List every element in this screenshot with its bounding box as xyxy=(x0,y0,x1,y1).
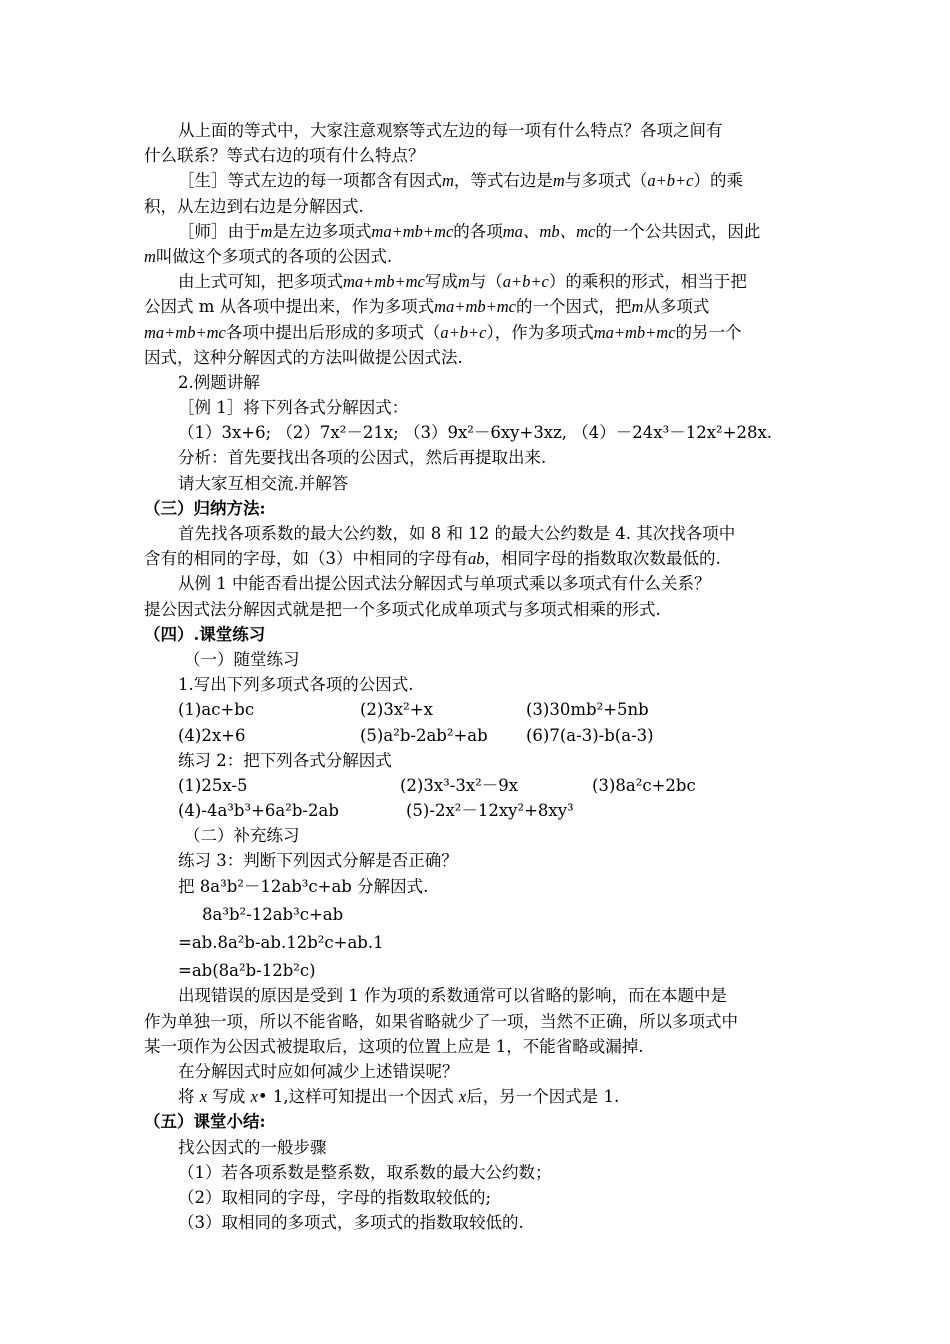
practice-q3-step-2: =ab.8a²b-ab.12b²c+ab.1 xyxy=(178,933,384,952)
paragraph-student-1: ［生］等式左边的每一项都含有因式m，等式右边是m与多项式（a+b+c）的乘 xyxy=(178,171,743,191)
section-5-heading: （五）课堂小结: xyxy=(144,1112,266,1132)
practice-q3-step-3: =ab(8a²b-12b²c) xyxy=(178,961,316,981)
error-explanation-1: 出现错误的原因是受到 1 作为项的系数通常可以省略的影响，而在本题中是 xyxy=(178,986,727,1006)
list-item: (5)-2x²－12xy²+8xy³ xyxy=(406,801,574,821)
practice-q1-row-1 xyxy=(144,697,810,722)
paragraph-observe-2: 什么联系？等式右边的项有什么特点？ xyxy=(144,146,425,166)
example-1-title: ［例 1］将下列各式分解因式： xyxy=(178,398,409,418)
section-example-heading: 2.例题讲解 xyxy=(178,372,260,392)
summary-lead: 找公因式的一般步骤 xyxy=(178,1137,327,1157)
document-page xyxy=(144,118,810,1235)
error-explanation-3: 某一项作为公因式被提取后，这项的位置上应是 1，不能省略或漏掉. xyxy=(144,1036,644,1056)
practice-q3-task: 把 8a³b²－12ab³c+ab 分解因式. xyxy=(178,876,429,896)
example-1-items: （1）3x+6; （2）7x²－21x; （3）9x²－6xy+3xz, （4）－24x³－12x²+28x. xyxy=(178,423,772,443)
list-item: (4)-4a³b³+6a²b-2ab xyxy=(178,801,339,821)
summary-step-3: （3）取相同的多项式，多项式的指数取较低的. xyxy=(178,1213,524,1233)
error-explanation-2: 作为单独一项，所以不能省略，如果省略就少了一项，当然不正确，所以多项式中 xyxy=(144,1011,738,1031)
list-item: (3)8a²c+2bc xyxy=(592,775,696,795)
method-line-4: 提公因式法分解因式就是把一个多项式化成单项式与多项式相乘的形式. xyxy=(144,599,661,619)
list-item: (2)3x²+x xyxy=(360,700,433,720)
list-item: (4)2x+6 xyxy=(178,725,246,745)
list-item: (5)a²b-2ab²+ab xyxy=(360,725,488,745)
paragraph-teacher-1: ［师］由于m是左边多项式ma+mb+mc的各项ma、mb、mc的一个公共因式，因此 xyxy=(178,221,761,241)
list-item: (2)3x³-3x²－9x xyxy=(400,775,519,795)
practice-q3: 练习 3：判断下列因式分解是否正确？ xyxy=(178,851,458,871)
practice-q2-row-1 xyxy=(144,773,810,798)
error-question: 在分解因式时应如何减少上述错误呢？ xyxy=(178,1061,459,1081)
example-discuss: 请大家互相交流.并解答 xyxy=(178,473,349,493)
section-3-heading: （三）归纳方法: xyxy=(144,498,266,518)
section-4-heading: （四）.课堂练习 xyxy=(144,624,266,644)
practice-q3-step-1: 8a³b²-12ab³c+ab xyxy=(202,904,344,924)
practice-q1-row-2 xyxy=(144,723,810,748)
paragraph-summary-3: ma+mb+mc各项中提出后形成的多项式（a+b+c），作为多项式ma+mb+mc的另一个 xyxy=(144,322,742,342)
practice-sub-2: （二）补充练习 xyxy=(184,826,300,846)
paragraph-teacher-2: m叫做这个多项式的各项的公因式. xyxy=(144,246,393,266)
example-analysis: 分析：首先要找出各项的公因式，然后再提取出来. xyxy=(178,448,547,468)
paragraph-summary-2: 公因式 m 从各项中提出来，作为多项式ma+mb+mc的一个因式，把m从多项式 xyxy=(144,297,710,317)
method-line-3: 从例 1 中能否看出提公因式法分解因式与单项式乘以多项式有什么关系？ xyxy=(178,574,711,594)
paragraph-student-2: 积，从左边到右边是分解因式. xyxy=(144,196,364,216)
practice-q1: 1.写出下列多项式各项的公因式. xyxy=(178,675,414,695)
summary-step-1: （1）若各项系数是整系数，取系数的最大公约数； xyxy=(178,1162,552,1182)
list-item: (1)ac+bc xyxy=(178,700,255,720)
practice-q2-row-2 xyxy=(144,798,810,823)
method-line-2: 含有的相同的字母，如（3）中相同的字母有ab，相同字母的指数取次数最低的. xyxy=(144,549,721,569)
list-item: (1)25x-5 xyxy=(178,775,248,795)
error-answer: 将 x 写成 x• 1,这样可知提出一个因式 x后，另一个因式是 1. xyxy=(178,1087,620,1107)
list-item: (3)30mb²+5nb xyxy=(526,700,649,720)
list-item: (6)7(a-3)-b(a-3) xyxy=(526,725,654,745)
summary-step-2: （2）取相同的字母，字母的指数取较低的; xyxy=(178,1187,492,1207)
paragraph-observe-1: 从上面的等式中，大家注意观察等式左边的每一项有什么特点？各项之间有 xyxy=(178,121,723,140)
practice-sub-1: （一）随堂练习 xyxy=(184,649,300,669)
practice-q2: 练习 2：把下列各式分解因式 xyxy=(178,750,392,770)
paragraph-summary-4: 因式，这种分解因式的方法叫做提公因式法. xyxy=(144,347,463,367)
method-line-1: 首先找各项系数的最大公约数，如 8 和 12 的最大公约数是 4. 其次找各项中 xyxy=(178,524,736,543)
paragraph-summary-1: 由上式可知，把多项式ma+mb+mc写成m与（a+b+c）的乘积的形式，相当于把 xyxy=(178,272,747,292)
